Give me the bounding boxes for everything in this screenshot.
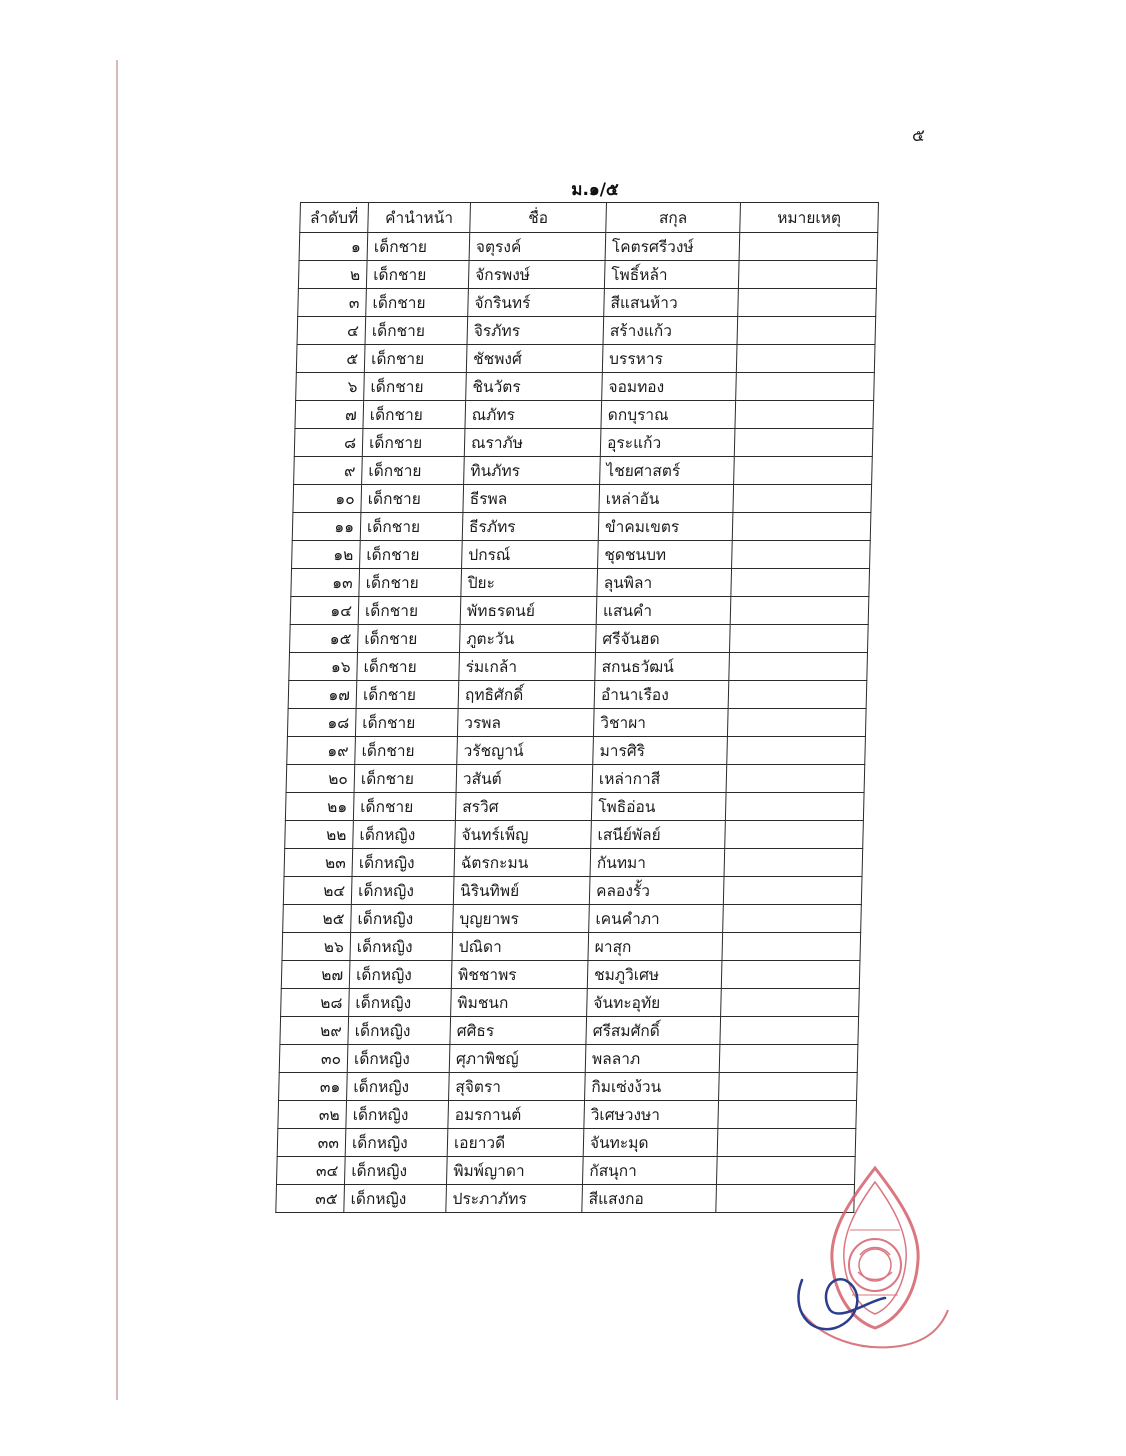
row-prefix: เด็กชาย [362, 429, 465, 457]
row-prefix: เด็กชาย [360, 513, 463, 541]
table-row [289, 625, 868, 653]
table-row [292, 541, 871, 569]
table-row [276, 1185, 855, 1213]
table-row [287, 737, 866, 765]
table-row [293, 485, 872, 513]
row-note [729, 625, 868, 653]
row-last-name: จอมทอง [602, 373, 737, 401]
row-note [721, 989, 860, 1017]
row-number: ๒๒ [285, 821, 354, 849]
table-row [281, 961, 860, 989]
row-note [718, 1101, 857, 1129]
row-last-name: ไชยศาสตร์ [600, 457, 735, 485]
row-note [725, 793, 864, 821]
row-first-name: ศุภาพิชญ์ [449, 1045, 586, 1073]
row-note [729, 653, 868, 681]
row-number: ๑๕ [289, 625, 358, 653]
row-number: ๓๕ [276, 1185, 345, 1213]
table-row [295, 401, 874, 429]
row-prefix: เด็กหญิง [352, 849, 455, 877]
row-note [724, 849, 863, 877]
row-number: ๗ [295, 401, 364, 429]
table-row [281, 989, 860, 1017]
row-number: ๘ [294, 429, 363, 457]
row-number: ๑๔ [290, 597, 359, 625]
row-first-name: อมรกานต์ [448, 1101, 585, 1129]
row-last-name: ศรีจันฮด [595, 625, 730, 653]
row-first-name: จันทร์เพ็ญ [455, 821, 592, 849]
row-note [728, 681, 867, 709]
row-last-name: บรรหาร [602, 345, 737, 373]
row-prefix: เด็กหญิง [351, 877, 454, 905]
header-row [300, 203, 879, 233]
row-prefix: เด็กชาย [356, 681, 459, 709]
row-prefix: เด็กชาย [354, 765, 457, 793]
table-row [294, 457, 873, 485]
row-last-name: เหล่าอัน [599, 485, 734, 513]
row-number: ๓๓ [277, 1129, 346, 1157]
row-note [735, 401, 874, 429]
row-note [726, 765, 865, 793]
row-last-name: เคนคำภา [589, 905, 724, 933]
row-note [736, 345, 875, 373]
row-first-name: ฤทธิศักดิ์ [458, 681, 595, 709]
row-number: ๒๙ [280, 1017, 349, 1045]
row-last-name: วิชาผา [593, 709, 728, 737]
row-number: ๒๗ [281, 961, 350, 989]
row-prefix: เด็กชาย [364, 373, 467, 401]
table-row [283, 905, 862, 933]
student-roster-table [275, 202, 879, 1213]
row-note [727, 709, 866, 737]
row-note [736, 373, 875, 401]
row-first-name: ณราภัษ [464, 429, 601, 457]
row-last-name: โคตรศรีวงษ์ [605, 233, 740, 261]
row-prefix: เด็กชาย [361, 485, 464, 513]
page-edge-line [116, 60, 118, 1400]
row-first-name: บุญยาพร [453, 905, 590, 933]
row-prefix: เด็กหญิง [349, 989, 452, 1017]
row-number: ๒๑ [285, 793, 354, 821]
school-seal-icon [790, 1160, 960, 1350]
row-number: ๙ [294, 457, 363, 485]
row-note [734, 457, 873, 485]
row-prefix: เด็กชาย [357, 625, 460, 653]
row-prefix: เด็กชาย [364, 345, 467, 373]
row-last-name: มารศิริ [593, 737, 728, 765]
row-last-name: กันทมา [590, 849, 725, 877]
row-last-name: โพธิ์หล้า [604, 261, 739, 289]
row-last-name: ลุนพิลา [597, 569, 732, 597]
row-number: ๕ [296, 345, 365, 373]
row-first-name: จิรภัทร [467, 317, 604, 345]
row-last-name: คลองรั้ว [589, 877, 724, 905]
row-last-name: อุระแก้ว [600, 429, 735, 457]
row-first-name: ศศิธร [450, 1017, 587, 1045]
row-number: ๑๙ [287, 737, 356, 765]
table-row [298, 289, 877, 317]
row-first-name: จตุรงค์ [469, 233, 606, 261]
row-last-name: โพธิอ่อน [591, 793, 726, 821]
row-last-name: เหล่ากาสี [592, 765, 727, 793]
row-prefix: เด็กหญิง [348, 1017, 451, 1045]
row-last-name: สีแสนห้าว [604, 289, 739, 317]
row-note [734, 429, 873, 457]
row-first-name: ปิยะ [461, 569, 598, 597]
table-row [288, 681, 867, 709]
row-number: ๑๓ [291, 569, 360, 597]
row-note [719, 1045, 858, 1073]
row-note [738, 261, 877, 289]
row-number: ๑๖ [289, 653, 358, 681]
table-row [292, 513, 871, 541]
row-number: ๑๒ [292, 541, 361, 569]
row-first-name: จักรินทร์ [468, 289, 605, 317]
row-first-name: พิชชาพร [451, 961, 588, 989]
row-prefix: เด็กหญิง [346, 1101, 449, 1129]
row-number: ๓๐ [279, 1045, 348, 1073]
row-note [731, 569, 870, 597]
table-row [296, 345, 875, 373]
row-last-name: พลลาภ [585, 1045, 720, 1073]
row-number: ๑๗ [288, 681, 357, 709]
row-prefix: เด็กชาย [358, 597, 461, 625]
row-first-name: ชินวัตร [466, 373, 603, 401]
row-first-name: ฉัตรกะมน [454, 849, 591, 877]
page-number: ๕ [912, 126, 925, 146]
row-prefix: เด็กหญิง [351, 905, 454, 933]
row-last-name: ชมภูวิเศษ [587, 961, 722, 989]
row-number: ๔ [297, 317, 366, 345]
header-note: หมายเหตุ [740, 203, 879, 233]
row-note [723, 905, 862, 933]
row-first-name: นิรินทิพย์ [453, 877, 590, 905]
row-prefix: เด็กหญิง [344, 1157, 447, 1185]
row-note [717, 1129, 856, 1157]
row-first-name: ภูตะวัน [459, 625, 596, 653]
table-row [279, 1073, 858, 1101]
row-last-name: ศรีสมศักดิ์ [586, 1017, 721, 1045]
row-first-name: ณภัทร [465, 401, 602, 429]
row-last-name: แสนคำ [596, 597, 731, 625]
row-number: ๖ [296, 373, 365, 401]
table-row [298, 261, 877, 289]
row-note [722, 933, 861, 961]
row-first-name: พัทธรดนย์ [460, 597, 597, 625]
row-number: ๒๐ [286, 765, 355, 793]
table-row [276, 1157, 855, 1185]
row-prefix: เด็กชาย [365, 317, 468, 345]
row-note [738, 289, 877, 317]
header-last-name: สกุล [606, 203, 741, 233]
row-last-name: สีแสงกอ [582, 1185, 717, 1213]
table-row [280, 1017, 859, 1045]
row-last-name: เสนีย์พัลย์ [591, 821, 726, 849]
row-note [739, 233, 878, 261]
table-row [285, 793, 864, 821]
table-row [286, 765, 865, 793]
row-prefix: เด็กหญิง [345, 1129, 448, 1157]
row-number: ๓๒ [278, 1101, 347, 1129]
row-note [720, 1017, 859, 1045]
row-note [730, 597, 869, 625]
table-row [278, 1101, 857, 1129]
row-first-name: ธีรภัทร [462, 513, 599, 541]
table-row [284, 849, 863, 877]
row-number: ๒๕ [283, 905, 352, 933]
row-note [719, 1073, 858, 1101]
table-row [282, 933, 861, 961]
row-first-name: วรัชญาน์ [457, 737, 594, 765]
row-prefix: เด็กหญิง [347, 1073, 450, 1101]
row-note [725, 821, 864, 849]
row-last-name: สกนธวัฒน์ [595, 653, 730, 681]
row-number: ๓๑ [279, 1073, 348, 1101]
table-row [294, 429, 873, 457]
row-prefix: เด็กหญิง [344, 1185, 447, 1213]
row-first-name: วสันต์ [456, 765, 593, 793]
row-first-name: ชัชพงศ์ [466, 345, 603, 373]
table-row [297, 317, 876, 345]
table-row [290, 597, 869, 625]
row-number: ๑๘ [287, 709, 356, 737]
row-number: ๓๔ [276, 1157, 345, 1185]
row-last-name: ผาสุก [588, 933, 723, 961]
row-note [721, 961, 860, 989]
row-number: ๑ [299, 233, 368, 261]
row-last-name: วิเศษวงษา [584, 1101, 719, 1129]
table-row [287, 709, 866, 737]
header-prefix: คำนำหน้า [368, 203, 471, 233]
row-prefix: เด็กชาย [363, 401, 466, 429]
row-note [733, 485, 872, 513]
row-number: ๓ [298, 289, 367, 317]
row-prefix: เด็กชาย [366, 261, 469, 289]
row-number: ๑๑ [292, 513, 361, 541]
table-row [289, 653, 868, 681]
row-last-name: สร้างแก้ว [603, 317, 738, 345]
row-last-name: ชุดชนบท [598, 541, 733, 569]
row-last-name: จันทะอุทัย [587, 989, 722, 1017]
row-prefix: เด็กชาย [359, 569, 462, 597]
table-header [300, 203, 879, 233]
row-prefix: เด็กหญิง [347, 1045, 450, 1073]
table-row [299, 233, 878, 261]
row-prefix: เด็กชาย [357, 653, 460, 681]
row-prefix: เด็กชาย [355, 737, 458, 765]
row-number: ๒๖ [282, 933, 351, 961]
table-row [277, 1129, 856, 1157]
row-first-name: สุจิตรา [449, 1073, 586, 1101]
row-last-name: กัสนุกา [582, 1157, 717, 1185]
row-note [737, 317, 876, 345]
row-last-name: จันทะมุด [583, 1129, 718, 1157]
table-row [283, 877, 862, 905]
table-row [279, 1045, 858, 1073]
table-row [291, 569, 870, 597]
row-first-name: ปกรณ์ [462, 541, 599, 569]
row-prefix: เด็กชาย [362, 457, 465, 485]
row-number: ๒ [298, 261, 367, 289]
row-first-name: เอยาวดี [447, 1129, 584, 1157]
row-first-name: วรพล [457, 709, 594, 737]
row-first-name: ร่มเกล้า [459, 653, 596, 681]
row-first-name: จักรพงษ์ [468, 261, 605, 289]
row-first-name: ทินภัทร [464, 457, 601, 485]
row-note [732, 513, 871, 541]
row-first-name: พิมชนก [451, 989, 588, 1017]
table-row [285, 821, 864, 849]
row-prefix: เด็กชาย [366, 289, 469, 317]
class-title: ม.๑/๕ [571, 180, 619, 200]
row-number: ๒๘ [281, 989, 350, 1017]
row-last-name: ดกบุราณ [601, 401, 736, 429]
row-last-name: กิมเซ่งง้วน [585, 1073, 720, 1101]
row-note [723, 877, 862, 905]
table-body [276, 233, 878, 1213]
row-prefix: เด็กชาย [353, 793, 456, 821]
row-number: ๑๐ [293, 485, 362, 513]
row-first-name: สรวิศ [455, 793, 592, 821]
row-prefix: เด็กหญิง [349, 961, 452, 989]
row-prefix: เด็กชาย [367, 233, 470, 261]
row-number: ๒๔ [283, 877, 352, 905]
row-first-name: ธีรพล [463, 485, 600, 513]
row-first-name: ปณิดา [452, 933, 589, 961]
row-note [727, 737, 866, 765]
row-prefix: เด็กหญิง [353, 821, 456, 849]
row-last-name: ขำคมเขตร [598, 513, 733, 541]
table-row [296, 373, 875, 401]
header-no: ลำดับที่ [300, 203, 369, 233]
row-first-name: พิมพ์ญาดา [446, 1157, 583, 1185]
row-first-name: ประภาภัทร [446, 1185, 583, 1213]
header-first-name: ชื่อ [470, 203, 607, 233]
row-number: ๒๓ [284, 849, 353, 877]
row-prefix: เด็กหญิง [350, 933, 453, 961]
row-prefix: เด็กชาย [355, 709, 458, 737]
row-last-name: อำนาเรือง [594, 681, 729, 709]
row-prefix: เด็กชาย [360, 541, 463, 569]
row-note [732, 541, 871, 569]
